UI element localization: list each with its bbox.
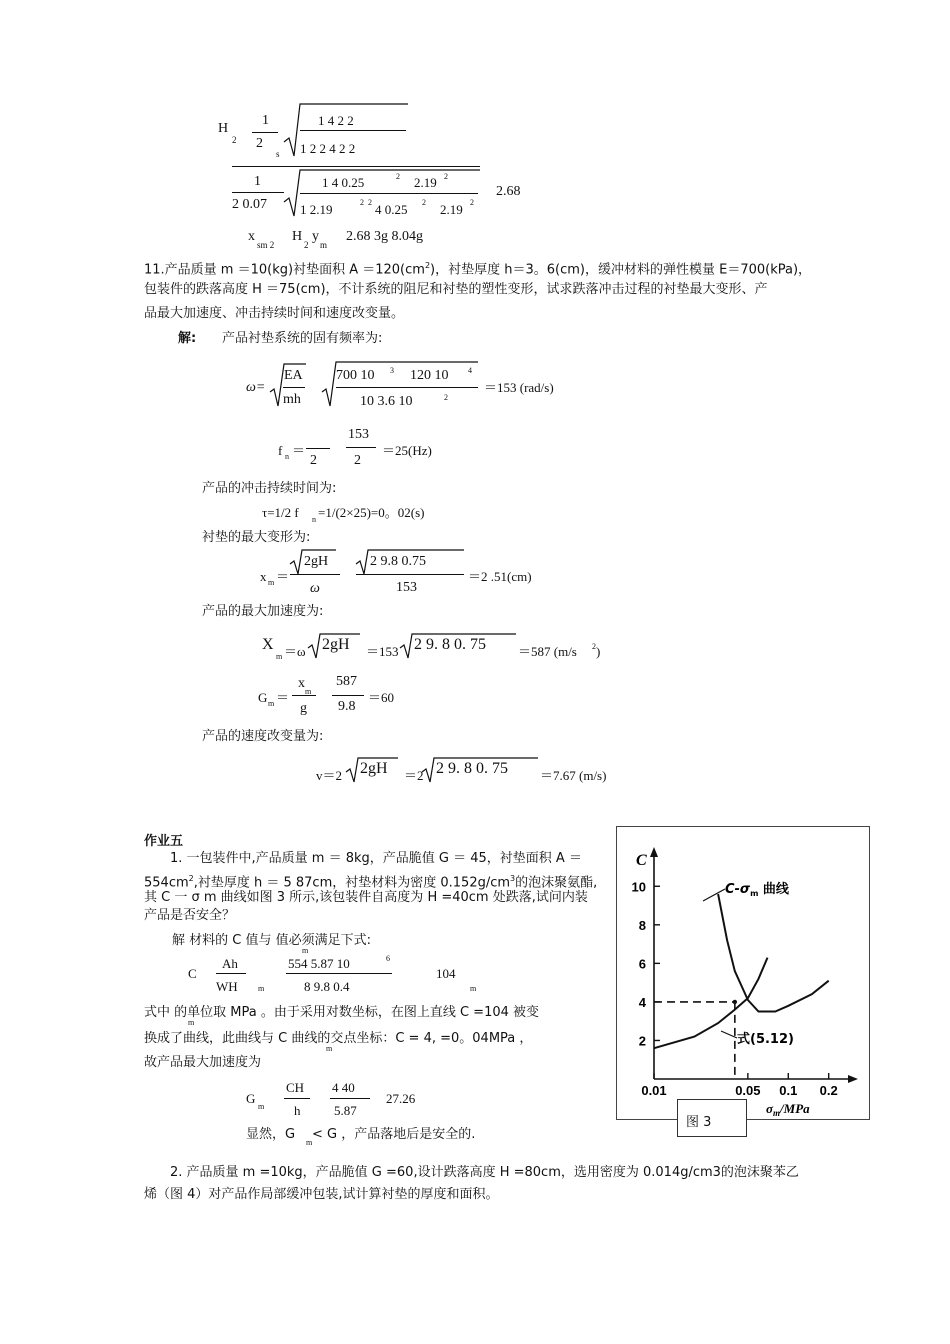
h2-rad2-bot-c: 2.19 <box>440 202 463 217</box>
hw5-concl-b: < G ，产品落地后是安全的. <box>312 1127 476 1142</box>
h2-sup-b: 2 <box>444 172 448 181</box>
xm-den: 153 <box>396 580 417 595</box>
Gm-m: m <box>305 687 312 696</box>
x-tick-label: 0.01 <box>641 1083 667 1098</box>
omega-num-sup2: 4 <box>468 366 472 375</box>
freq-intro: 产品衬垫系统的固有频率为: <box>222 331 383 346</box>
xm-sub: m <box>268 578 275 587</box>
omega-num-sup: 3 <box>390 366 394 375</box>
hw5-expl1: 式中 的单位取 MPa 。由于采用对数坐标，在图上直线 C =104 被变 <box>144 1005 540 1020</box>
Xm-mid: ＝153 <box>366 644 399 659</box>
omega-num-b: 120 10 <box>410 368 449 383</box>
fn-eq: ＝ <box>292 443 306 458</box>
C-m: m <box>258 984 265 993</box>
xm-2gh: 2gH <box>304 554 329 569</box>
C-res: 104 <box>436 966 456 981</box>
p11-line2: 包装件的跌落高度 H ＝75(cm)，不计系统的阻尼和衬垫的塑性变形，试求跌落冲击过程的衬垫最大变形、产 <box>144 282 768 297</box>
h2-rad2-bot: 1 2.19 <box>300 202 333 217</box>
Gm-g: g <box>300 701 307 716</box>
hw5-p1-line1: 1. 一包装件中,产品质量 m ＝ 8kg，产品脆值 G ＝ 45，衬垫面积 A ＝ <box>170 851 582 866</box>
C-res-m: m <box>470 984 477 993</box>
Xm-rad: 2 9. 8 0. 75 <box>414 636 486 653</box>
hw5-Gm-h: h <box>294 1103 301 1118</box>
h2-sub: 2 <box>232 135 237 145</box>
figure-3-caption: 图 3 <box>686 1115 712 1130</box>
dur-eq: τ=1/2 f <box>262 505 299 520</box>
xm-num: 2 9.8 0.75 <box>370 554 426 569</box>
omega-result: ＝153 (rad/s) <box>484 380 554 395</box>
x-tick-label: 0.2 <box>819 1083 838 1098</box>
hw5-concl-a: 显然，G <box>246 1127 296 1142</box>
hw5-expl2-m: m <box>326 1044 333 1053</box>
h2-num-one: 1 <box>262 113 269 128</box>
Xm-2gh: 2gH <box>322 636 350 653</box>
h2-rad-bot: 1 2 2 4 2 2 <box>300 141 356 156</box>
hw5-title: 作业五 <box>144 834 184 849</box>
h2-sup-c: 2 <box>360 198 364 207</box>
omega-eq: ω= <box>246 380 266 395</box>
p11-line1: 11.产品质量 m ＝10(kg)衬垫面积 $A =120(cm^2)$，衬垫厚度 h＝3。6(cm)，缓冲材料的弹性模量 E＝700(kPa)， <box>144 261 812 278</box>
h2-num1: 1 <box>254 174 261 189</box>
fn-den: 2 <box>310 453 317 468</box>
xsm-H-sub: 2 <box>304 240 309 250</box>
Xm-result: ＝587 (m/s <box>518 644 577 659</box>
dur-rest: =1/(2×25)=0。02(s) <box>318 505 425 520</box>
h2-sup-f: 2 <box>470 198 474 207</box>
x-axis-arrow <box>848 1075 858 1083</box>
formula-label: 式(5.12) <box>737 1032 794 1047</box>
acc-intro: 产品的最大加速度为: <box>202 604 324 619</box>
Gm-num: 587 <box>336 674 357 689</box>
figure-3 <box>616 826 870 1120</box>
v-result: ＝7.67 (m/s) <box>540 768 607 783</box>
fn-num2: 153 <box>348 427 369 442</box>
y-tick-label: 2 <box>638 1033 646 1049</box>
hw5-p1-line4: 产品是否安全？ <box>144 908 236 923</box>
h2-sup-a: 2 <box>396 172 400 181</box>
x-axis-label: $\sigma_m$/MPa <box>766 1101 810 1118</box>
h2-rad2-top: 1 4 0.25 <box>322 175 365 190</box>
h2-s-sub: s <box>276 149 280 159</box>
xsm-x: x <box>248 229 255 244</box>
h2-sup-d: 2 <box>368 198 372 207</box>
xm-eq: ＝ <box>276 569 290 584</box>
Gm-den: 9.8 <box>338 699 356 714</box>
Xm-sub: m <box>276 652 283 661</box>
h2-den-two: 2 <box>256 136 263 151</box>
x-tick-label: 0.1 <box>779 1083 798 1098</box>
dur-sub: n <box>312 515 316 524</box>
hw5-Gm-sub: m <box>258 1102 265 1111</box>
jie-label: 解: <box>178 331 197 346</box>
Gm-result: ＝60 <box>368 690 395 705</box>
def-intro: 衬垫的最大变形为: <box>202 530 311 545</box>
mh: mh <box>283 392 301 407</box>
curve-label-leader <box>703 889 725 901</box>
C-Ah: Ah <box>222 956 238 971</box>
y-tick-label: 6 <box>638 956 646 972</box>
h2-rad2-top-b: 2.19 <box>414 175 437 190</box>
Gm-G: G <box>258 690 268 705</box>
hw5-Gm-G: G <box>246 1091 256 1106</box>
y-tick-label: 10 <box>631 879 646 895</box>
series-line-0 <box>718 894 829 1012</box>
omega-den: 10 3.6 10 <box>360 394 413 409</box>
hw5-Gm-res: 27.26 <box>386 1091 416 1106</box>
h2-sup-e: 2 <box>422 198 426 207</box>
hw5-Gm-num: 4 40 <box>332 1080 355 1095</box>
vel-intro: 产品的速度改变量为: <box>202 729 324 744</box>
Xm-res-end: ) <box>596 644 601 659</box>
C-den: 8 9.8 0.4 <box>304 979 350 994</box>
y-axis-label: C <box>636 852 647 869</box>
hw5-p2-line2: 烯（图 4）对产品作局部缓冲包装,试计算衬垫的厚度和面积。 <box>144 1187 499 1202</box>
hw5-expl2: 换成了曲线，此曲线与 C 曲线的交点坐标：C = 4, =0。04MPa ， <box>144 1031 533 1046</box>
hw5-p1-line2: $554cm^2$,衬垫厚度 h ＝ 5 87cm，衬垫材料为密度 $0.152g/cm^3$的泡沫聚氨酯, <box>144 874 598 891</box>
fn-f: f <box>278 443 283 458</box>
Xm-res-sup: 2 <box>592 642 596 651</box>
Xm-eq: ＝ω <box>284 644 306 659</box>
hw5-Gm-CH: CH <box>286 1080 305 1095</box>
Gm-x: x <box>298 676 305 691</box>
hw5-concl-sub: m <box>306 1138 313 1147</box>
h2-rad2-bot-b: 4 0.25 <box>375 202 408 217</box>
hw5-expl3: 故产品最大加速度为 <box>144 1055 262 1070</box>
h2-den1: 2 0.07 <box>232 197 267 212</box>
omega-den-sup: 2 <box>444 393 448 402</box>
C-num-sup: 6 <box>386 954 390 963</box>
xsm-values: 2.68 3g 8.04g <box>346 229 423 244</box>
intersection-point <box>733 1000 737 1004</box>
curve-label: $C-\sigma_m$ 曲线 <box>725 882 789 898</box>
fn-result: ＝25(Hz) <box>382 443 432 458</box>
v-rad: 2 9. 8 0. 75 <box>436 760 508 777</box>
hw5-sol-sub: m <box>302 946 309 955</box>
v-2gh: 2gH <box>360 760 388 777</box>
x-tick-label: 0.05 <box>735 1083 761 1098</box>
y-axis-arrow <box>650 847 658 857</box>
fn-den2: 2 <box>354 453 361 468</box>
hw5-p2-line1: 2. 产品质量 m =10kg，产品脆值 G =60,设计跌落高度 H =80cm，选用密度为 0.014g/cm3的泡沫聚苯乙 <box>170 1165 799 1180</box>
hw5-expl1-m: m <box>188 1018 195 1027</box>
xsm-H: H <box>292 229 303 244</box>
h2-result: 2.68 <box>496 184 521 199</box>
dur-intro: 产品的冲击持续时间为: <box>202 481 337 496</box>
v-mid: ＝2 <box>404 768 424 783</box>
hw5-Gm-den: 5.87 <box>334 1103 357 1118</box>
C-WH: WH <box>216 979 238 994</box>
C-eq-C: C <box>188 966 197 981</box>
v-eq: v＝2 <box>316 768 343 783</box>
h2-rad-top: 1 4 2 2 <box>318 113 354 128</box>
hw5-sol-line: 解 材料的 C 值与 值必须满足下式: <box>172 933 371 948</box>
figure-3-plot <box>617 827 869 1119</box>
xsm-y: y <box>312 229 319 244</box>
EA: EA <box>284 368 303 383</box>
xsm-y-sub: m <box>320 240 328 250</box>
p11-line3: 品最大加速度、冲击持续时间和速度改变量。 <box>144 306 405 321</box>
Xm-X: X <box>262 636 274 653</box>
Gm-sub: m <box>268 699 275 708</box>
y-tick-label: 4 <box>638 994 646 1010</box>
xsm-sub: sm 2 <box>257 240 275 250</box>
h2-H: H <box>218 121 229 136</box>
hw5-p1-line3: 其 C 一 σ m 曲线如图 3 所示,该包装件自高度为 H =40cm 处跌落,试问内装 <box>144 890 588 905</box>
xm-x: x <box>260 569 267 584</box>
xm-result: ＝2 .51(cm) <box>468 569 532 584</box>
fn-sub: n <box>285 452 289 461</box>
Gm-eq: ＝ <box>276 690 290 705</box>
xm-omega: ω <box>310 581 320 596</box>
omega-num: 700 10 <box>336 368 375 383</box>
C-num: 554 5.87 10 <box>288 956 350 971</box>
y-tick-label: 8 <box>638 917 646 933</box>
